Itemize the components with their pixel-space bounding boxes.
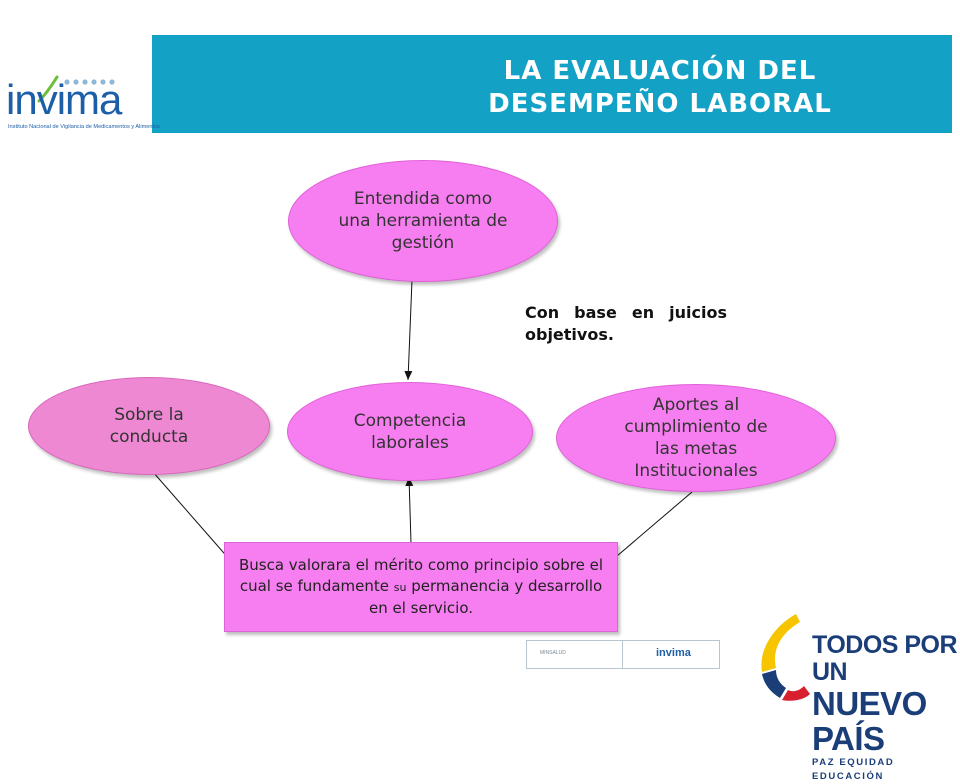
node-sobre-conducta <box>28 377 270 475</box>
logo-wordmark: invima <box>6 76 122 123</box>
connector-top-to-center <box>408 280 412 380</box>
footer-minsalud-label: MINSALUD <box>540 650 566 656</box>
box-merito-end: permanencia y desarrollo en el servicio. <box>368 577 603 617</box>
gov-slogan-line2: NUEVO PAÍS <box>812 685 927 757</box>
node-sobre-conducta-label: Sobre la conducta <box>109 405 189 447</box>
note-juicios-objetivos: Con base en juicios objetivos. <box>525 303 727 344</box>
page-title-line2: DESEMPEÑO LABORAL <box>488 89 832 119</box>
node-aportes-metas-label: Aportes al cumplimiento de las metas Institucionales <box>624 395 768 481</box>
node-competencia-laborales <box>287 382 533 481</box>
connector-box-to-center <box>409 477 411 543</box>
gov-slogan-line1: TODOS POR UN <box>812 631 958 686</box>
footer-logo-divider <box>622 640 623 669</box>
box-merito-text <box>231 555 611 619</box>
logo-subtitle: Instituto Nacional de Vigilancia de Medicamentos y Alimentos <box>8 124 160 130</box>
node-competencia-laborales-label: Competencia laborales <box>353 410 467 453</box>
gov-slogan <box>812 632 960 784</box>
gov-slogan-line3: PAZ EQUIDAD EDUCACIÓN <box>812 757 895 782</box>
box-merito-main: Busca valorara el mérito como principio sobre el cual se fundamente <box>238 556 604 595</box>
node-aportes-metas <box>556 384 836 492</box>
connector-right-to-box <box>617 492 692 556</box>
box-merito-small: su <box>393 581 407 594</box>
colombia-flag-swoosh-icon <box>752 612 814 704</box>
footer-invima-label: invima <box>656 647 691 659</box>
box-merito <box>224 542 618 632</box>
connector-left-to-box <box>153 472 230 560</box>
page-title-line1: LA EVALUACIÓN DEL <box>503 56 817 86</box>
node-herramienta-gestion <box>288 160 558 282</box>
node-herramienta-gestion-label: Entendida como una herramienta de gestión <box>338 189 508 253</box>
